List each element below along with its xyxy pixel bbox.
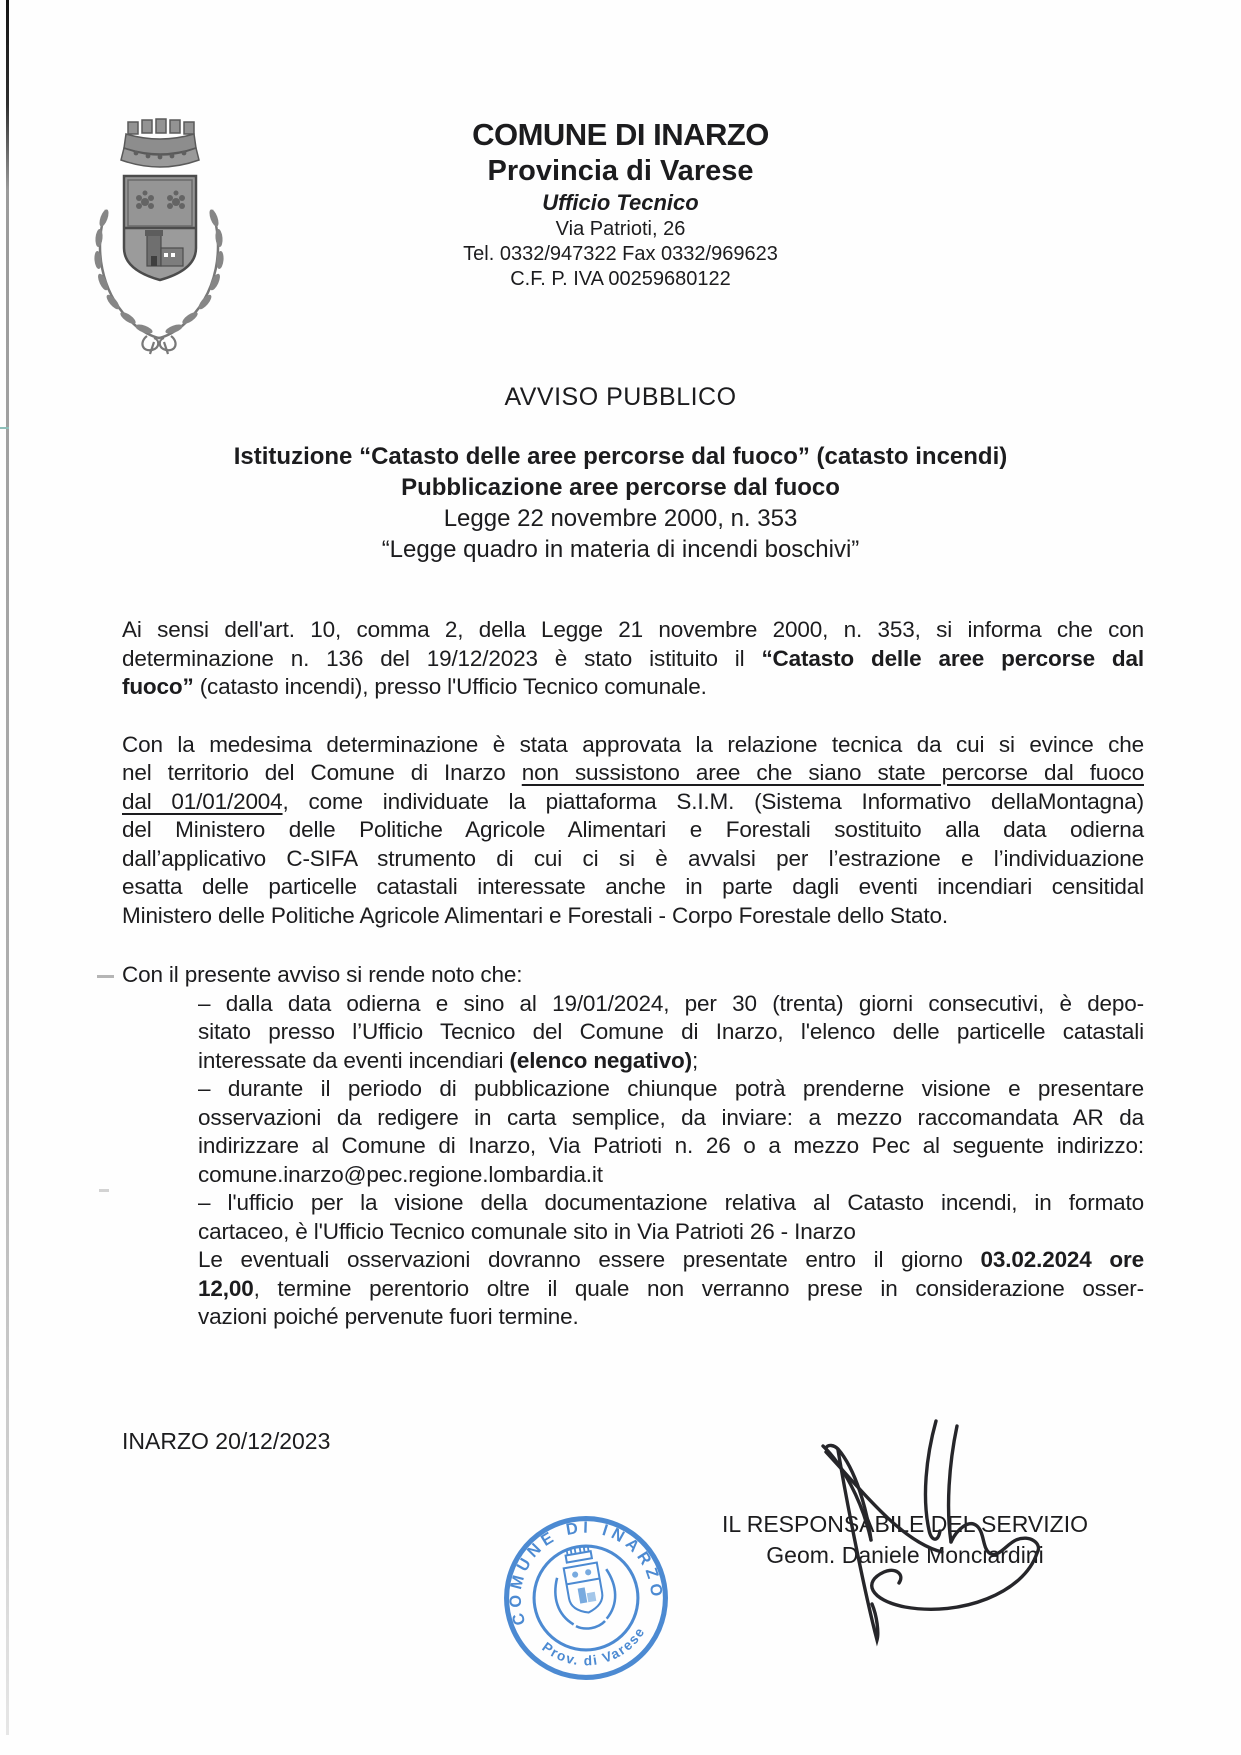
text-line — [122, 616, 1144, 645]
text-line — [198, 1303, 1144, 1332]
text-line — [198, 1275, 1144, 1304]
list-item — [122, 1246, 1144, 1332]
scan-dash-artifact — [99, 1189, 109, 1192]
text-line — [198, 1189, 1144, 1218]
text-run: ; — [691, 1047, 699, 1073]
text-line — [122, 845, 1144, 874]
title-line: Pubblicazione aree percorse dal fuoco — [401, 474, 840, 501]
text-run: vazioni poiché pervenute fuori termine. — [198, 1304, 579, 1329]
org-province: Provincia di Varese — [487, 155, 754, 187]
text-line — [122, 788, 1144, 817]
handwritten-signature — [680, 1402, 1110, 1662]
text-line — [122, 961, 1144, 990]
document-body — [122, 616, 1144, 1332]
text-line — [122, 673, 1144, 702]
text-line — [198, 1104, 1144, 1133]
stamp-bottom-text: Prov. di Varese — [539, 1624, 649, 1669]
stamp-top-text: COMUNE DI INARZO — [506, 1518, 666, 1628]
list-item — [122, 1189, 1144, 1246]
text-line — [122, 759, 1144, 788]
scan-tick-artifact — [0, 427, 9, 429]
place-date: INARZO 20/12/2023 — [122, 1428, 331, 1454]
org-phone-fax: Tel. 0332/947322 Fax 0332/969623 — [463, 243, 778, 265]
scan-dash-artifact — [97, 975, 114, 978]
text-run: , termine perentorio oltre il quale non verranno prese in considerazione osser- — [253, 1275, 1144, 1301]
text-run: (catasto incendi), presso l'Ufficio Tecnico comunale. — [193, 674, 707, 699]
text-line — [122, 731, 1144, 760]
title-line: “Legge quadro in materia di incendi boschivi” — [381, 536, 860, 563]
org-name: COMUNE DI INARZO — [472, 117, 769, 152]
text-line — [198, 1246, 1144, 1275]
text-line — [122, 645, 1144, 674]
text-run: Ministero delle Politiche Agricole Alimentari e Forestali - Corpo Forestale dello Stato. — [122, 902, 948, 928]
text-run: determinazione n. 136 del 19/12/2023 è stato istituito il — [122, 645, 762, 671]
text-line — [122, 902, 1144, 931]
paragraph — [122, 961, 1144, 990]
text-run: 03.02.2024 ore — [980, 1247, 1144, 1272]
signature-role: IL RESPONSABILE DEL SERVIZIO — [721, 1511, 1088, 1537]
paragraph — [122, 731, 1144, 931]
notice-title-block — [0, 441, 1241, 565]
text-run: – dalla data odierna e sino al 19/01/2024, per 30 (trenta) giorni consecutivi, è depo- — [198, 990, 1144, 1016]
text-run: sitato presso l’Ufficio Tecnico del Comune di Inarzo, l'elenco delle particelle catastali — [198, 1019, 1144, 1044]
text-run: – l'ufficio per la visione della documentazione relativa al Catasto incendi, in formato — [198, 1190, 1144, 1215]
org-office: Ufficio Tecnico — [542, 190, 699, 215]
org-fiscal-code: C.F. P. IVA 00259680122 — [510, 268, 731, 290]
text-line — [198, 1161, 1144, 1190]
list-item — [122, 1075, 1144, 1189]
text-run: – durante il periodo di pubblicazione chiunque potrà prenderne visione e presentare — [198, 1076, 1144, 1101]
text-run: interessate da eventi incendiari — [198, 1047, 510, 1073]
paragraph-gap — [122, 930, 1144, 961]
text-run: esatta delle particelle catastali interessate anche in parte dagli eventi incendiari censitidal — [122, 874, 1144, 899]
text-run: , come individuate la piattaforma S.I.M. (Sistema Informativo dellaMontagna) — [282, 788, 1144, 814]
svg-text:COMUNE DI INARZO — [502, 1514, 667, 1628]
signature-name: Geom. Daniele Monciardini — [766, 1542, 1044, 1568]
title-line: Istituzione “Catasto delle aree percorse dal fuoco” (catasto incendi) — [233, 443, 1008, 470]
text-run: nel territorio del Comune di Inarzo — [122, 760, 522, 785]
title-line: Legge 22 novembre 2000, n. 353 — [443, 505, 798, 532]
text-run: Ai sensi dell'art. 10, comma 2, della Legge 21 novembre 2000, n. 353, si informa che con — [122, 617, 1144, 642]
list-item — [122, 990, 1144, 1076]
text-line — [122, 873, 1144, 902]
notice-heading: AVVISO PUBBLICO — [504, 383, 737, 411]
paragraph — [122, 616, 1144, 702]
text-run: Le eventuali osservazioni dovranno essere presentate entro il giorno — [198, 1247, 981, 1272]
org-address: Via Patrioti, 26 — [555, 218, 686, 240]
text-run: non sussistono aree che siano state percorse dal fuoco — [521, 760, 1144, 785]
text-run: osservazioni da redigere in carta semplice, da inviare: a mezzo raccomandata AR da — [198, 1104, 1144, 1130]
text-run: cartaceo, è l'Ufficio Tecnico comunale sito in Via Patrioti 26 - Inarzo — [198, 1218, 856, 1244]
text-run: Con la medesima determinazione è stata approvata la relazione tecnica da cui si evince che — [122, 731, 1144, 757]
text-run: “Catasto delle aree percorse dal — [761, 645, 1144, 671]
municipal-stamp — [502, 1514, 670, 1687]
text-line — [198, 990, 1144, 1019]
letterhead — [0, 116, 1241, 292]
text-line — [198, 1047, 1144, 1076]
text-line — [198, 1075, 1144, 1104]
text-run: comune.inarzo@pec.regione.lombardia.it — [198, 1161, 603, 1187]
paragraph-gap — [122, 702, 1144, 731]
text-line — [198, 1018, 1144, 1047]
text-run: del Ministero delle Politiche Agricole Alimentari e Forestali sostituito alla data odierna — [122, 817, 1144, 842]
text-run: dall’applicativo C-SIFA strumento di cui ci si è avvalsi per l’estrazione e l’individuazione — [122, 845, 1144, 871]
stamp-icon — [502, 1514, 670, 1682]
text-run: fuoco” — [122, 674, 194, 699]
text-run: indirizzare al Comune di Inarzo, Via Patrioti n. 26 o a mezzo Pec al seguente indirizzo: — [198, 1133, 1144, 1158]
text-run: 12,00 — [198, 1275, 254, 1301]
signature-ink-icon — [680, 1402, 1110, 1657]
text-run: Con il presente avviso si rende noto che: — [122, 962, 523, 987]
text-run: dal 01/01/2004 — [122, 788, 283, 814]
text-line — [122, 816, 1144, 845]
text-run: (elenco negativo) — [509, 1047, 692, 1073]
text-line — [198, 1132, 1144, 1161]
text-line — [198, 1218, 1144, 1247]
